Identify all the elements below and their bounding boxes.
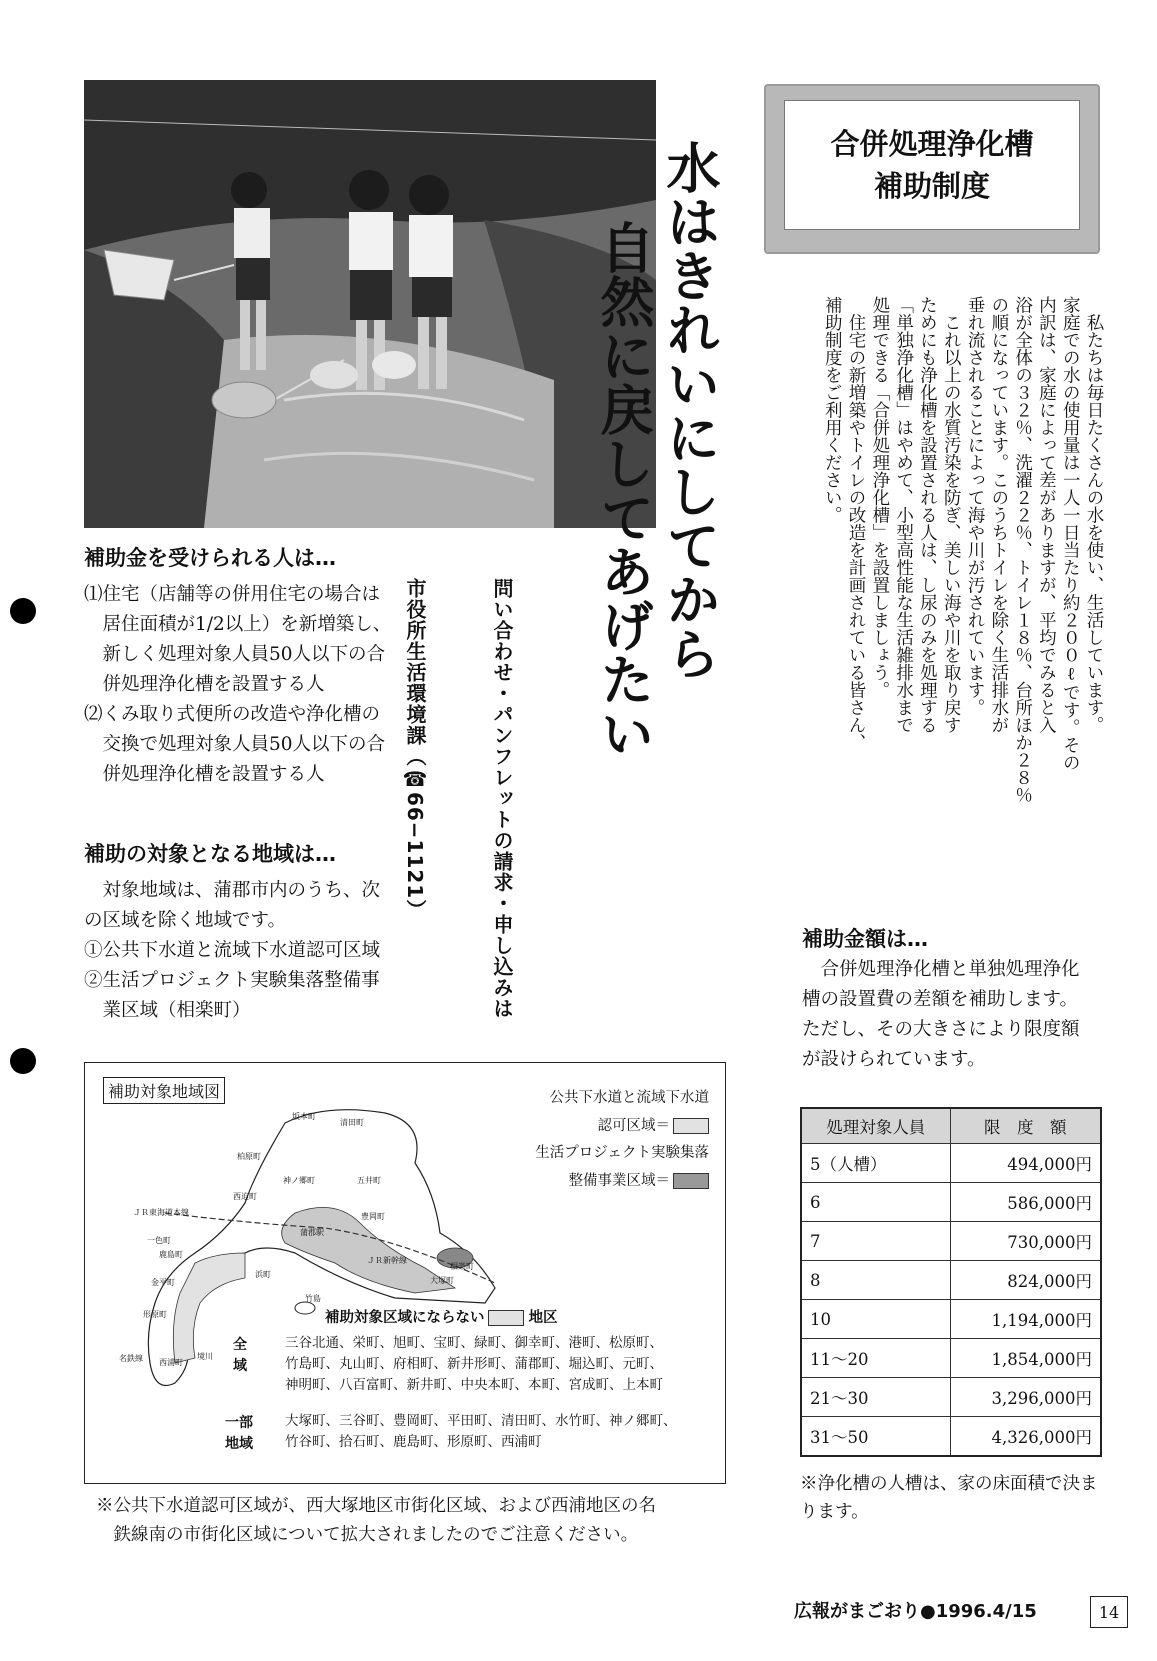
title-line1: 合併処理浄化槽 — [830, 126, 1034, 161]
title-line2: 補助制度 — [873, 169, 990, 203]
headline-line1: 水はきれいにしてから — [658, 140, 722, 680]
table-row — [801, 1144, 1101, 1183]
town-label: 形原町 — [143, 1310, 167, 1319]
capacity-cell: 11〜20 — [801, 1339, 950, 1378]
legend-line3: 生活プロジェクト実験集落 — [535, 1145, 709, 1162]
full-area-list — [285, 1333, 715, 1396]
town-label: 竹島 — [305, 1294, 321, 1303]
contact-line2: 市役所生活環境課（☎66−1121） — [403, 577, 427, 921]
limit-cell: 730,000円 — [950, 1222, 1101, 1261]
partial-area-line: 大塚町、三谷町、豊岡町、平田町、清田町、水竹町、神ノ郷町、 — [285, 1413, 677, 1429]
town-label: 坂本町 — [292, 1112, 316, 1121]
partial-area-label: 一部 地域 — [225, 1415, 253, 1452]
full-area-line: 竹島町、丸山町、府相町、新井形町、蒲郡町、堀込町、元町、 — [285, 1356, 663, 1373]
eligibility-line: 交換で処理対象人員50人以下の合 — [84, 733, 386, 755]
limit-cell: 824,000円 — [950, 1261, 1101, 1300]
table-row — [801, 1417, 1101, 1457]
partial-area-line: 竹谷町、拾石町、鹿島町、形原町、西浦町 — [285, 1434, 542, 1451]
town-label: 豊岡町 — [361, 1212, 385, 1221]
table-note: ※浄化槽の人槽は、家の床面積で決まります。 — [800, 1474, 1098, 1522]
map-title: 補助対象地域図 — [103, 1077, 225, 1104]
capacity-cell: 7 — [801, 1222, 950, 1261]
town-label: 清田町 — [340, 1118, 364, 1127]
capacity-cell: 21〜30 — [801, 1378, 950, 1417]
town-label: 鹿島町 — [159, 1250, 183, 1259]
table-row — [801, 1183, 1101, 1222]
children-in-stream-photo — [84, 80, 656, 528]
region-line: の区域を除く地域です。 — [84, 909, 287, 931]
table-row — [801, 1300, 1101, 1339]
capacity-cell: 6 — [801, 1183, 950, 1222]
legend-line4: 整備事業区域＝ — [568, 1172, 670, 1189]
full-area-label: 全 域 — [233, 1337, 247, 1374]
area-map — [84, 1062, 726, 1484]
town-label: 名鉄線 — [119, 1354, 143, 1363]
region-line: ①公共下水道と流域下水道認可区域 — [84, 939, 381, 961]
limit-cell: 3,296,000円 — [950, 1378, 1101, 1417]
town-label: ＪＲ東海道本線 — [133, 1208, 189, 1217]
excluded-swatch — [488, 1310, 524, 1326]
amount-line: が設けられています。 — [802, 1048, 986, 1070]
capacity-cell: 8 — [801, 1261, 950, 1300]
amount-line: 槽の設置費の差額を補助します。 — [802, 988, 1079, 1010]
table-row — [801, 1339, 1101, 1378]
town-label: 五井町 — [357, 1176, 381, 1185]
publication-footer: 広報がまごおり●1996.4/15 — [794, 1601, 1037, 1622]
town-label: 神ノ郷町 — [283, 1176, 315, 1185]
full-area-line: 三谷北通、栄町、旭町、宝町、緑町、御幸町、港町、松原町、 — [285, 1335, 663, 1351]
capacity-cell: 31〜50 — [801, 1417, 950, 1457]
region-line: 対象地域は、蒲郡市内のうち、次 — [84, 880, 381, 901]
capacity-cell: 5（人槽） — [801, 1144, 950, 1183]
table-row — [801, 1378, 1101, 1417]
region-title: 補助の対象となる地域は… — [84, 842, 336, 866]
town-label: 西浦町 — [159, 1358, 183, 1367]
title-inner — [784, 100, 1080, 230]
limit-cell: 1,854,000円 — [950, 1339, 1101, 1378]
town-label: ＪＲ新幹線 — [367, 1256, 407, 1265]
excluded-head-post: 地区 — [528, 1310, 558, 1326]
town-label: 一色町 — [147, 1236, 171, 1245]
town-label: 境川 — [197, 1352, 213, 1361]
eligibility-line: 併処理浄化槽を設置する人 — [84, 673, 325, 695]
amount-line: ただし、その大きさにより限度額 — [802, 1018, 1080, 1040]
map-note-line1: ※公共下水道認可区域が、西大塚地区市街化区域、および西浦地区の名 — [96, 1496, 656, 1516]
eligibility-line: 居住面積が1/2以上）を新増築し、 — [84, 613, 392, 635]
excluded-head-pre: 補助対象区域にならない — [325, 1310, 485, 1326]
table-row — [801, 1222, 1101, 1261]
limit-cell: 586,000円 — [950, 1183, 1101, 1222]
town-label: 蒲郡駅 — [300, 1228, 324, 1237]
excluded-heading — [325, 1306, 558, 1327]
town-label: 大塚町 — [430, 1276, 454, 1285]
full-area-line: 神明町、八百富町、新井町、中央本町、本町、宮成町、上本町 — [285, 1377, 663, 1394]
sewer-swatch — [673, 1118, 709, 1134]
project-swatch — [673, 1173, 709, 1189]
intro-text: 私たちは毎日たくさんの水を使い、生活しています。 家庭での水の使用量は一人一日当たり約２００ℓです。その 内訳は、家庭によって差がありますが、平均でみると入 浴が全体の３２％、洗濯２２％、トイレ１８％、台所ほか２８％ の順になっています。このうちトイレを除く生活排水が 垂れ流されることによって海や川が汚されています。 これ以上の水質汚染を防ぎ、美しい海や川を取り戻す ためにも浄化槽を設置される人は、し尿のみを処理する 「単独浄化槽」はやめて、小型高性能な生活雑排水まで 処理できる「合併処理浄化槽」を設置しましょう。 住宅の新増築やトイレの改造を計画されている皆さん、 補助制度をご利用ください。 — [822, 296, 1104, 804]
town-label: 柏原町 — [237, 1152, 261, 1161]
header-capacity: 処理対象人員 — [801, 1108, 950, 1144]
headline-line2: 自然に戻してあげたい — [592, 220, 656, 760]
eligibility-line: 併処理浄化槽を設置する人 — [84, 763, 325, 785]
town-label: 相楽町 — [450, 1262, 474, 1271]
legend-line1: 公共下水道と流域下水道 — [549, 1090, 709, 1106]
town-label: 浜町 — [255, 1270, 271, 1279]
town-label: 金平町 — [151, 1278, 175, 1287]
eligibility-line: ⑴住宅（店舗等の併用住宅の場合は — [84, 584, 381, 605]
eligibility-list — [84, 580, 424, 790]
amount-body — [802, 955, 1102, 1075]
region-line: ②生活プロジェクト実験集落整備事 — [84, 969, 380, 991]
region-list — [84, 876, 424, 1026]
subsidy-table — [800, 1107, 1102, 1457]
binder-hole — [10, 598, 36, 624]
eligibility-title: 補助金を受けられる人は… — [84, 546, 336, 570]
contact-line1: 問い合わせ・パンフレットの請求・申し込みは — [490, 577, 514, 1019]
limit-cell: 494,000円 — [950, 1144, 1101, 1183]
title-box — [764, 84, 1100, 254]
region-line: 業区域（相楽町） — [84, 999, 251, 1021]
limit-cell: 1,194,000円 — [950, 1300, 1101, 1339]
legend-line2: 認可区域＝ — [597, 1117, 670, 1134]
table-row — [801, 1261, 1101, 1300]
amount-title: 補助金額は… — [802, 927, 928, 951]
binder-hole — [10, 1048, 36, 1074]
capacity-cell: 10 — [801, 1300, 950, 1339]
header-limit: 限 度 額 — [950, 1108, 1101, 1144]
table-header-row — [801, 1108, 1101, 1144]
eligibility-line: ⑵くみ取り式便所の改造や浄化槽の — [84, 703, 381, 725]
page-number: 14 — [1090, 1596, 1128, 1628]
partial-area-list — [285, 1411, 715, 1453]
town-label: 西迫町 — [233, 1192, 257, 1201]
eligibility-line: 新しく処理対象人員50人以下の合 — [84, 643, 386, 665]
amount-line: 合併処理浄化槽と単独処理浄化 — [802, 959, 1080, 980]
limit-cell: 4,326,000円 — [950, 1417, 1101, 1457]
map-note — [96, 1492, 746, 1550]
map-note-line2: 鉄線南の市街化区域について拡大されましたのでご注意ください。 — [96, 1524, 639, 1545]
